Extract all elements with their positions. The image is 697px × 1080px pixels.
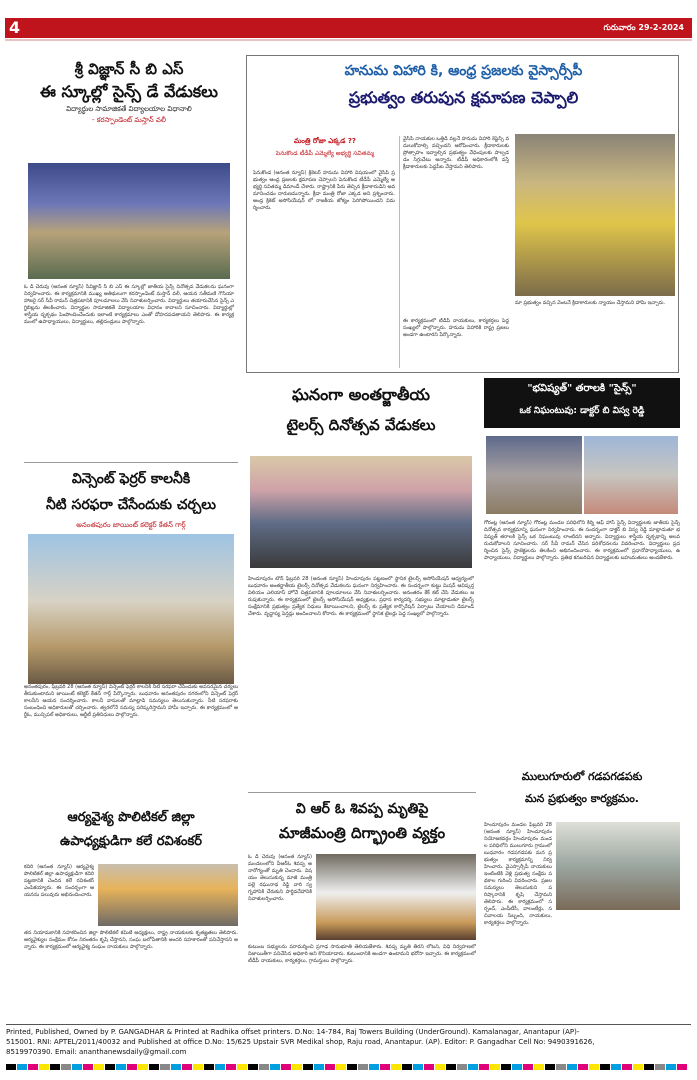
page-number: 4: [9, 18, 21, 37]
vincent-title-line1: విన్సెంట్ ఫెర్రర్ కాలనీకి: [71, 471, 191, 487]
bhavishyat-body: గోరంట్ల (ఆనంత న్యూస్) గోరంట్ల మండల పరిధిలోని కిర్ని ఆఫ్ హాస్ సైన్స్ విద్యార్థులకు జాతీయ సైన్స్ దినోత్సవ కార్యక్రమాన్ని ఘనంగా నిర్వహించారు. ఈ సందర్భంగా డాక్టర్ బి విస్వ రెడ్డి మాట్లాడుతూ భవిష్యత్ తరాలకి సైన్స్ ఒక నిఘంటువు లాంటిదని అన్నారు. విద్యార్థులు శాస్త్రీయ దృక్పథాన్ని అలవరుచుకోవాలని సూచించారు. సర్ సీవీ రామన్ చేసిన పరిశోధనలను వివరించారు. విద్యార్థులు ప్రదర్శించిన సైన్స్ ప్రాజెక్టులను తిలకించి అభినందించారు. ఈ కార్యక్రమంలో ప్రధానోపాధ్యాయులు, ఉపాధ్యాయులు, విద్యార్థులు పాల్గొన్నారు. ప్రతిభ కనబరిచిన విద్యార్థులకు బహుమతులు అందజేశారు.: [484, 520, 680, 561]
registration-color-bar: [6, 1064, 691, 1072]
bhavishyat-photo-left: [486, 436, 582, 514]
tailors-body: హిందూపురం టౌన్ ఫిబ్రవరి 28 (ఆనంత న్యూస్) హిందూపురం పట్టణంలో స్థానిక టైలర్స్ అసోసియేషన్ ఆధ్వర్యంలో బుధవారం అంతర్జాతీయ టైలర్స్ దినోత్సవ వేడుకలను ఘనంగా నిర్వహించారు. ఈ సందర్భంగా కుట్టు మిషన్ ఆవిష్కర్త విలియం ఎలియాస్ హోవే చిత్రపటానికి పూలమాలలు వేసి నివాళులర్పించారు. అనంతరం కేక్ కట్ చేసి వేడుకలు జరుపుకున్నారు. ఈ కార్యక్రమంలో టైలర్స్ అసోసియేషన్ అధ్యక్షులు, ప్రధాన కార్యదర్శి, సభ్యులు మాట్లాడుతూ టైలర్స్ సంక్షేమానికి ప్రభుత్వం ప్రత్యేక నిధులు కేటాయించాలని, టైలర్స్ కు ప్రత్యేక కార్పొరేషన్ ఏర్పాటు చేయాలని డిమాండ్ చేశారు. వృద్ధాప్య పెన్షన్లు అందించాలని కోరారు. ఈ కార్యక్రమంలో స్థానిక టైలర్లు పెద్ద సంఖ్యలో పాల్గొన్నారు.: [248, 576, 474, 617]
hanuma-title-line1: హనుమ విహారి కి, ఆంధ్ర ప్రజలకు వైస్సార్సీపీ: [344, 63, 583, 79]
vincent-body: అనంతపురం, ఫిబ్రవరి 28 (ఆనంత న్యూస్) విన్సెంట్ ఫెర్రర్ కాలనీకి నీటి సరఫరా చేసేందుకు అవసరమైన చర్యలు తీసుకుంటామని జాయింట్ కలెక్టర్ కేతన్ గార్గ్ పేర్కొన్నారు. బుధవారం అనంతపురం నగరంలోని విన్సెంట్ ఫెర్రర్ కాలనీని ఆయన సందర్శించారు. కాలనీ వాసులతో మాట్లాడి సమస్యలు తెలుసుకున్నారు. నీటి సరఫరాకు సంబంధించి అధికారులతో చర్చించారు. త్వరలోనే సమస్య పరిష్కరిస్తామని హామీ ఇచ్చారు. ఈ కార్యక్రమంలో ఆర్డీఓ, మున్సిపల్ అధికారులు, ఆర్డీటీ ప్రతినిధులు పాల్గొన్నారు.: [24, 684, 238, 718]
science-photo: [28, 163, 230, 279]
bhavishyat-title-line2: ఒక నిఘంటువు: డాక్టర్ బి విస్వ రెడ్డి: [519, 406, 645, 416]
mulaguru-photo: [556, 822, 680, 910]
tailors-title-line1: ఘనంగా అంతర్జాతీయ: [291, 385, 431, 404]
hanuma-kicker-line1: మంత్రి రోజా ఎక్కడ ??: [294, 137, 356, 145]
science-subtitle-line1: విద్యార్థుల సామాజికతే విద్యాలయాల విధానాలి: [66, 105, 192, 113]
footer: [6, 1024, 691, 1064]
shivappa-body-col2: కుటుంబ సభ్యులను పరామర్శించి ప్రగాఢ సానుభూతి తెలియజేశారు. శివప్ప మృతి తీరని లోటని, విధి నిర్వహణలో నిజాయితీగా పనిచేసిన అధికారి అని కొనియాడారు. కుటుంబానికి అండగా ఉంటామని భరోసా ఇచ్చారు. ఈ కార్యక్రమంలో టీడీపీ నాయకులు, కార్యకర్తలు, గ్రామస్తులు పాల్గొన్నారు.: [248, 944, 476, 964]
story-tailors: [248, 380, 474, 790]
story-aryavysya: [24, 808, 238, 1012]
hanuma-kicker-line2: పెనుకొండ టీడీపీ ఎమ్మెల్యే అభ్యర్థి సవితమ్మ: [275, 150, 375, 157]
vincent-title-line2: నీటి సరఫరా చేసేందుకు చర్చలు: [45, 497, 217, 513]
science-title-line2: ఈ స్కూల్లో సైన్స్ డే వేడుకలు: [40, 82, 218, 101]
aryavysya-body-col2: తన నియామకానికి సహకరించిన జిల్లా పొలిటికల్ కమిటీ అధ్యక్షులు, రాష్ట్ర నాయకులకు కృతజ్ఞతలు తెలిపారు. ఆర్యవైశ్యుల సంక్షేమం కోసం నిరంతరం కృషి చేస్తానని, సంఘ బలోపేతానికి అందరి సహకారంతో పనిచేస్తానని అన్నారు. ఈ కార్యక్రమంలో ఆర్యవైశ్య సంఘం నాయకులు పాల్గొన్నారు.: [24, 930, 238, 950]
footer-imprint-line1: Printed, Published, Owned by P. GANGADHAR & Printed at Radhika offset printers. D.No: 14-784, Raj Towers Building (UnderGround). Kamalanagar, Anantapur (AP)-: [6, 1028, 580, 1036]
bhavishyat-title-line1: "భవిష్యత్" తరాలకి "సైన్స్": [527, 383, 637, 394]
story-vincent: [24, 462, 238, 804]
shivappa-title-line1: వి ఆర్ ఓ శివప్ప మృతిపై: [295, 801, 429, 817]
mulaguru-title-line1: ములుగూరులో గడపగడపకు: [521, 770, 643, 783]
aryavysya-body-col1: కదిరి (ఆనంత న్యూస్) ఆర్యవైశ్య పొలిటికల్ జిల్లా ఉపాధ్యక్షుడిగా కదిరి పట్టణానికి చెందిన కలే రవిశంకర్ ఎంపికయ్యారు. ఈ సందర్భంగా ఆయనను పలువురు అభినందించారు.: [24, 864, 94, 898]
masthead-date: గురువారం 29-2-2024: [603, 23, 684, 32]
aryavysya-title-line1: ఆర్యవైశ్య పొలిటికల్ జిల్లా: [67, 810, 195, 825]
bhavishyat-photo-right: [584, 436, 678, 514]
shivappa-photo: [316, 854, 476, 940]
tailors-photo: [250, 456, 472, 568]
bhavishyat-title-box: [484, 378, 680, 428]
masthead: [5, 18, 692, 38]
vincent-subtitle: అనంతపురం జాయింట్ కలెక్టర్ కేతన్ గార్గ్: [76, 521, 186, 529]
mulaguru-body-col1: హిందూపురం మండల ఫిబ్రవరి 28 (ఆనంత న్యూస్) హిందూపురం నియోజకవర్గం హిందూపురం మండల పరిధిలోని ములుగూరు గ్రామంలో బుధవారం గడపగడపకు మన ప్రభుత్వం కార్యక్రమాన్ని నిర్వహించారు. వైఎస్సార్సీపీ నాయకులు ఇంటింటికి వెళ్లి ప్రభుత్వ సంక్షేమ పథకాల గురించి వివరించారు. ప్రజల సమస్యలు తెలుసుకుని పరిష్కారానికి కృషి చేస్తామని తెలిపారు. ఈ కార్యక్రమంలో సర్పంచ్, ఎంపీటీసీ, వాలంటీర్లు, సచివాలయ సిబ్బంది, నాయకులు, కార్యకర్తలు పాల్గొన్నారు.: [484, 822, 552, 926]
story-shivappa: [248, 792, 476, 1010]
science-subtitle-line2: - కరస్పాండెంట్ మస్తాన్ వలీ: [91, 116, 166, 124]
hanuma-body-col2: వైసీపీ నాయకుల ఒత్తిడి వల్లనే హనుమ విహారి కెప్టెన్సీ వదులుకోవాల్సి వచ్చిందని ఆరోపించారు. క్రీడాకారులకు ప్రోత్సాహం ఇవ్వాల్సిన ప్రభుత్వం వేధింపులకు పాల్పడడం సిగ్గుచేటు అన్నారు. టీడీపీ అధికారంలోకి వస్తే క్రీడాకారులకు పెద్దపీట వేస్తామని తెలిపారు.: [403, 136, 509, 170]
hanuma-title-line2: ప్రభుత్వం తరుపున క్షమాపణ చెప్పాలి: [348, 88, 579, 107]
story-hanuma: [246, 55, 679, 373]
shivappa-body-col1: ఓ డి చెరువు (ఆనంత న్యూస్) మండలంలోని వీఆర్ఓ శివప్ప అనారోగ్యంతో మృతి చెందారు. విషయం తెలుసుకున్న మాజీ మంత్రి పల్లె రఘునాథ రెడ్డి వారి స్వగృహానికి చేరుకుని పార్థివదేహానికి నివాళులర్పించారు.: [248, 854, 312, 902]
story-science: [24, 58, 234, 453]
story-mulaguru: [484, 762, 680, 1010]
story-bhavishyat: [484, 378, 680, 760]
science-title-line1: శ్రీ విజ్ఞాన్ సీ బి ఎస్: [74, 60, 184, 78]
hanuma-body-col2b: ఈ కార్యక్రమంలో టీడీపీ నాయకులు, కార్యకర్తలు పెద్ద సంఖ్యలో పాల్గొన్నారు. హనుమ విహారికి రాష్ట్ర ప్రజలు అండగా ఉంటారని పేర్కొన్నారు.: [403, 318, 509, 338]
shivappa-title-line2: మాజీమంత్రి దిగ్భ్రాంతి వ్యక్తం: [278, 824, 446, 842]
vincent-photo: [28, 534, 234, 684]
footer-imprint-line3: 8519970390. Email: ananthanewsdaily@gmail.com: [6, 1048, 187, 1056]
science-body: ఓ డి చెరువు (ఆనంత న్యూస్) సీవిజ్ఞాన్ సీ బి ఎస్ ఈ స్కూల్లో జాతీయ సైన్స్ దినోత్సవ వేడుకలను ఘనంగా నిర్వహించారు. ఈ కార్యక్రమానికి ముఖ్య అతిథులుగా కరస్పాండెంట్ మస్తాన్ వలీ, ఆయన సతీమణి గౌసియా హాజరై సర్ సీవీ రామన్ చిత్రపటానికి పూలమాలలు వేసి నివాళులర్పించారు. విద్యార్థులు తయారుచేసిన సైన్స్ ఎగ్జిబిట్లను తిలకించారు. విద్యార్థుల సామాజికతే విద్యాలయాల విధానం కావాలని సూచించారు. విద్యార్థుల్లో శాస్త్రీయ దృక్పథం పెంపొందించేందుకు ఇలాంటి కార్యక్రమాలు ఎంతో దోహదపడతాయని తెలిపారు. ఈ కార్యక్రమంలో ఉపాధ్యాయులు, విద్యార్థులు, తల్లిదండ్రులు పాల్గొన్నారు.: [24, 284, 234, 325]
hanuma-body-col3: మా ప్రభుత్వం వచ్చిన వెంటనే క్రీడాకారులకు న్యాయం చేస్తామని హామీ ఇచ్చారు.: [515, 300, 666, 306]
aryavysya-title-line2: ఉపాధ్యక్షుడిగా కలే రవిశంకర్: [60, 834, 202, 849]
footer-imprint-line2: 515001. RNI: APTEL/2011/40032 and Published at office D.No: 15/625 Upstair SVR Medikal shop, Raju road, Anantapur. (AP). Editor: P. Gangadhar Cell No: 9490391626,: [6, 1038, 595, 1046]
mulaguru-title-line2: మన ప్రభుత్వం కార్యక్రమం.: [524, 792, 639, 805]
hanuma-body-col1: పెనుకొండ (ఆనంత న్యూస్) క్రికెటర్ హనుమ విహారి విషయంలో వైసీపీ ప్రభుత్వం ఆంధ్ర ప్రజలకు క్షమాపణ చెప్పాలని పెనుకొండ టీడీపీ ఎమ్మెల్యే అభ్యర్థి సవితమ్మ డిమాండ్ చేశారు. రాష్ట్రానికి పేరు తెచ్చిన క్రీడాకారుడిని అవమానించడం దారుణమన్నారు. క్రీడా మంత్రి రోజా ఎక్కడ అని ప్రశ్నించారు. ఆంధ్ర క్రికెట్ అసోసియేషన్ లో రాజకీయ జోక్యం పెరిగిపోయిందని విమర్శించారు.: [253, 170, 395, 211]
masthead-stripe: [5, 39, 692, 41]
tailors-title-line2: టైలర్స్ దినోత్సవ వేడుకలు: [286, 416, 436, 434]
aryavysya-photo: [98, 864, 238, 926]
hanuma-photo: [515, 134, 675, 296]
